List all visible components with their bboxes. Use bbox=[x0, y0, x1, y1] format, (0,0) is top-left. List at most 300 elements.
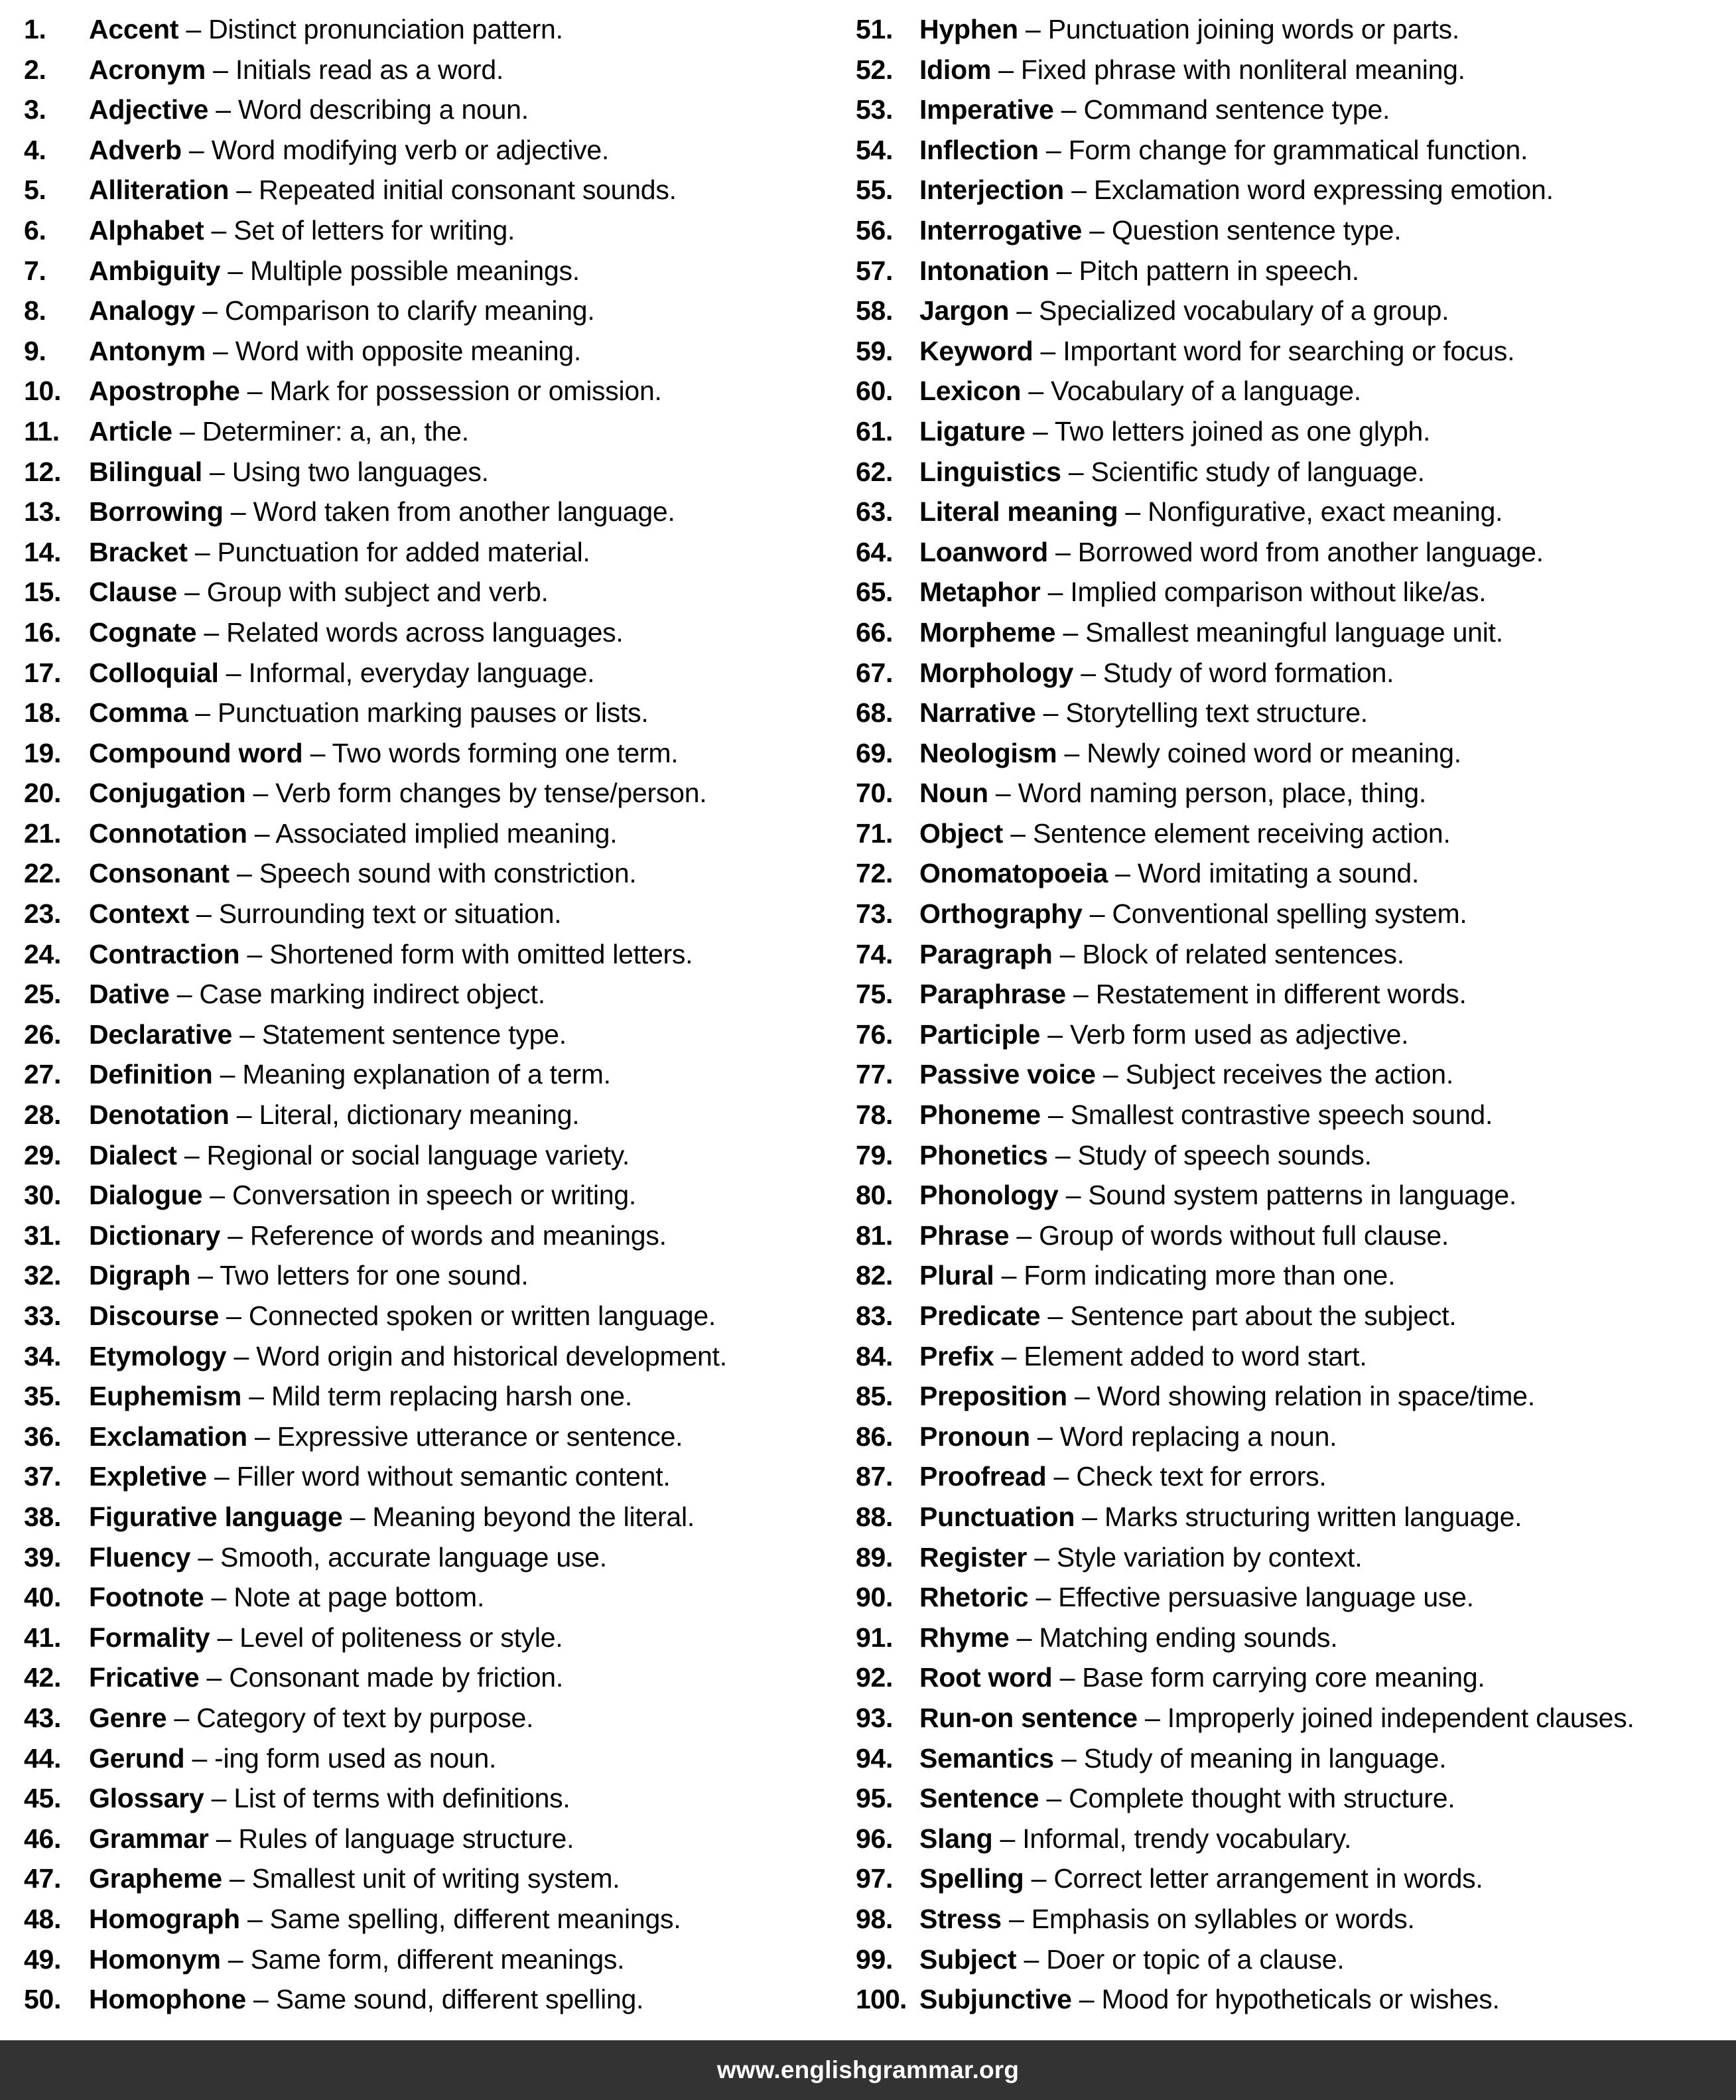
glossary-item-dash: – bbox=[205, 335, 235, 366]
glossary-item-definition: Two letters for one sound. bbox=[220, 1260, 529, 1291]
glossary-item-number: 78. bbox=[856, 1099, 894, 1131]
glossary-item-text bbox=[89, 1939, 624, 1980]
glossary-item-text bbox=[919, 532, 1544, 573]
glossary-item-dash: – bbox=[181, 134, 212, 165]
glossary-item bbox=[856, 1738, 1736, 1779]
glossary-item-term: Euphemism bbox=[89, 1381, 242, 1412]
glossary-item-term: Article bbox=[89, 415, 172, 447]
glossary-item-number: 71. bbox=[856, 817, 894, 849]
glossary-item-term: Discourse bbox=[89, 1300, 220, 1331]
glossary-item-dash: – bbox=[1001, 1903, 1032, 1934]
glossary-item-number: 80. bbox=[856, 1180, 894, 1211]
glossary-item-number: 10. bbox=[24, 376, 62, 407]
glossary-item-term: Interjection bbox=[919, 175, 1064, 206]
glossary-item-number: 34. bbox=[24, 1340, 62, 1371]
glossary-item-term: Digraph bbox=[89, 1260, 191, 1291]
glossary-item-number: 9. bbox=[24, 335, 46, 366]
glossary-item bbox=[24, 1657, 841, 1698]
glossary-item-dash: – bbox=[1055, 616, 1086, 648]
glossary-item bbox=[24, 130, 841, 171]
glossary-item-term: Paragraph bbox=[919, 938, 1053, 969]
glossary-item-definition: Storytelling text structure. bbox=[1065, 697, 1368, 729]
glossary-item-dash: – bbox=[208, 94, 238, 125]
glossary-item-number: 45. bbox=[24, 1783, 62, 1814]
glossary-item-dash: – bbox=[1021, 376, 1051, 407]
glossary-item-term: Borrowing bbox=[89, 496, 224, 527]
glossary-item-definition: Rules of language structure. bbox=[238, 1823, 574, 1854]
glossary-item-definition: Group of words without full clause. bbox=[1039, 1220, 1449, 1251]
glossary-item-dash: – bbox=[1009, 1622, 1039, 1653]
glossary-item-definition: Implied comparison without like/as. bbox=[1070, 577, 1487, 608]
glossary-item-number: 68. bbox=[856, 697, 894, 729]
glossary-item-text bbox=[89, 251, 580, 291]
glossary-item bbox=[24, 1819, 841, 1859]
glossary-item-number: 91. bbox=[856, 1622, 894, 1653]
glossary-item-definition: Nonfigurative, exact meaning. bbox=[1148, 496, 1503, 527]
glossary-item-text bbox=[919, 853, 1419, 894]
glossary-item bbox=[24, 1899, 841, 1939]
glossary-item bbox=[856, 1376, 1736, 1417]
glossary-item-definition: Base form carrying core meaning. bbox=[1082, 1662, 1485, 1693]
glossary-item-term: Formality bbox=[89, 1622, 210, 1653]
glossary-item bbox=[856, 1819, 1736, 1859]
glossary-item-definition: Surrounding text or situation. bbox=[218, 898, 562, 930]
glossary-item-dash: – bbox=[1057, 737, 1087, 768]
glossary-item-text bbox=[89, 1135, 630, 1176]
glossary-item-text bbox=[919, 693, 1368, 733]
glossary-item-dash: – bbox=[1040, 1099, 1071, 1131]
glossary-item bbox=[24, 1216, 841, 1256]
glossary-item-number: 67. bbox=[856, 657, 894, 688]
glossary-item-dash: – bbox=[178, 14, 209, 44]
glossary-item-term: Glossary bbox=[89, 1783, 204, 1814]
glossary-item-dash: – bbox=[239, 376, 270, 407]
glossary-item bbox=[24, 251, 841, 291]
glossary-item-definition: Literal, dictionary meaning. bbox=[259, 1099, 580, 1131]
glossary-item-dash: – bbox=[208, 1823, 239, 1854]
glossary-item-dash: – bbox=[1118, 496, 1148, 527]
glossary-item-dash: – bbox=[176, 577, 207, 608]
glossary-item-number: 69. bbox=[856, 737, 894, 768]
glossary-item bbox=[856, 1054, 1736, 1095]
glossary-item-text bbox=[919, 1738, 1446, 1779]
glossary-item-text bbox=[919, 1979, 1500, 2020]
glossary-item-definition: Connected spoken or written language. bbox=[248, 1300, 716, 1331]
glossary-item-dash: – bbox=[1047, 1139, 1078, 1170]
glossary-item-term: Rhyme bbox=[919, 1622, 1010, 1653]
glossary-item-text bbox=[919, 1296, 1457, 1336]
glossary-item-number: 24. bbox=[24, 938, 62, 969]
glossary-item bbox=[24, 1456, 841, 1497]
glossary-item-term: Dative bbox=[89, 979, 170, 1010]
glossary-item-number: 30. bbox=[24, 1180, 62, 1211]
glossary-item-term: Jargon bbox=[919, 295, 1010, 326]
glossary-item-definition: Correct letter arrangement in words. bbox=[1053, 1863, 1483, 1894]
glossary-item-dash: – bbox=[1040, 577, 1071, 608]
glossary-item-text bbox=[89, 1618, 563, 1658]
glossary-item bbox=[856, 1095, 1736, 1135]
glossary-item-dash: – bbox=[1033, 335, 1063, 366]
glossary-item bbox=[24, 1778, 841, 1819]
glossary-item-definition: Reference of words and meanings. bbox=[249, 1220, 667, 1251]
glossary-item-dash: – bbox=[247, 1421, 277, 1452]
glossary-item-number: 23. bbox=[24, 898, 62, 930]
glossary-item-number: 60. bbox=[856, 376, 894, 407]
glossary-item-term: Bilingual bbox=[89, 456, 202, 487]
glossary-item-number: 42. bbox=[24, 1662, 62, 1693]
glossary-item-number: 73. bbox=[856, 898, 894, 930]
glossary-item-text bbox=[89, 291, 594, 331]
glossary-item-definition: Complete thought with structure. bbox=[1069, 1783, 1455, 1814]
glossary-item-number: 88. bbox=[856, 1501, 894, 1532]
glossary-item-definition: Initials read as a word. bbox=[235, 54, 504, 85]
glossary-item-number: 37. bbox=[24, 1461, 62, 1492]
glossary-item-number: 48. bbox=[24, 1903, 62, 1934]
glossary-item bbox=[856, 532, 1736, 573]
glossary-item-text bbox=[919, 1577, 1474, 1618]
glossary-item-text bbox=[919, 974, 1467, 1015]
glossary-item-dash: – bbox=[229, 858, 259, 889]
glossary-item-definition: Form indicating more than one. bbox=[1024, 1260, 1396, 1291]
glossary-item bbox=[24, 1738, 841, 1779]
glossary-item bbox=[856, 9, 1736, 50]
glossary-item-dash: – bbox=[1108, 858, 1138, 889]
glossary-item-number: 82. bbox=[856, 1260, 894, 1291]
glossary-item-text bbox=[919, 210, 1401, 251]
glossary-item-definition: Verb form changes by tense/person. bbox=[275, 778, 707, 809]
glossary-item-dash: – bbox=[1071, 1984, 1102, 2015]
glossary-item-text bbox=[919, 291, 1449, 331]
glossary-item bbox=[24, 1577, 841, 1618]
glossary-item bbox=[856, 1577, 1736, 1618]
glossary-item-number: 27. bbox=[24, 1059, 62, 1090]
glossary-item-text bbox=[919, 1618, 1337, 1658]
glossary-item-dash: – bbox=[1003, 817, 1033, 849]
glossary-item-number: 77. bbox=[856, 1059, 894, 1090]
glossary-item-definition: Newly coined word or meaning. bbox=[1087, 737, 1461, 768]
glossary-item-text bbox=[89, 50, 503, 90]
glossary-item-text bbox=[89, 1537, 607, 1578]
glossary-item-definition: Two letters joined as one glyph. bbox=[1054, 415, 1431, 447]
glossary-item-number: 49. bbox=[24, 1943, 62, 1975]
glossary-item bbox=[856, 612, 1736, 653]
glossary-item-term: Paraphrase bbox=[919, 979, 1066, 1010]
glossary-item-definition: Word replacing a noun. bbox=[1059, 1421, 1337, 1452]
glossary-item-number: 12. bbox=[24, 456, 62, 487]
glossary-item-dash: – bbox=[1052, 938, 1083, 969]
glossary-item-definition: Matching ending sounds. bbox=[1039, 1622, 1338, 1653]
glossary-item-text bbox=[89, 9, 563, 50]
glossary-item-term: Stress bbox=[919, 1903, 1002, 1934]
glossary-item-text bbox=[919, 1336, 1367, 1377]
glossary-item bbox=[856, 1417, 1736, 1457]
glossary-item-text bbox=[919, 411, 1430, 452]
glossary-item-dash: – bbox=[1053, 94, 1084, 125]
glossary-item-number: 54. bbox=[856, 134, 894, 165]
glossary-item-definition: Punctuation marking pauses or lists. bbox=[217, 697, 649, 729]
glossary-item-term: Phonetics bbox=[919, 1139, 1048, 1170]
glossary-item bbox=[24, 291, 841, 331]
glossary-item-text bbox=[919, 251, 1359, 291]
glossary-item-definition: Same form, different meanings. bbox=[250, 1943, 625, 1975]
glossary-item-definition: Mood for hypotheticals or wishes. bbox=[1101, 1984, 1500, 2015]
glossary-item-term: Clause bbox=[89, 577, 177, 608]
glossary-item-dash: – bbox=[1040, 1018, 1070, 1050]
glossary-item-term: Linguistics bbox=[919, 456, 1061, 487]
glossary-item-definition: List of terms with definitions. bbox=[234, 1783, 570, 1814]
glossary-item bbox=[856, 210, 1736, 251]
glossary-item-term: Bracket bbox=[89, 536, 188, 567]
glossary-item-term: Conjugation bbox=[89, 778, 246, 809]
glossary-item-definition: Punctuation joining words or parts. bbox=[1047, 14, 1459, 44]
glossary-item-term: Root word bbox=[919, 1662, 1053, 1693]
glossary-item-term: Compound word bbox=[89, 737, 303, 768]
glossary-item-term: Onomatopoeia bbox=[919, 858, 1108, 889]
glossary-item-number: 46. bbox=[24, 1823, 62, 1854]
glossary-item-text bbox=[89, 934, 693, 975]
glossary-item-definition: Sentence part about the subject. bbox=[1070, 1300, 1457, 1331]
glossary-item-number: 32. bbox=[24, 1260, 62, 1291]
glossary-item-text bbox=[89, 693, 649, 733]
glossary-item-number: 21. bbox=[24, 817, 62, 849]
glossary-item-dash: – bbox=[992, 1823, 1023, 1854]
glossary-item bbox=[24, 612, 841, 653]
glossary-item-text bbox=[919, 813, 1451, 854]
glossary-item-term: Exclamation bbox=[89, 1421, 247, 1452]
glossary-item-text bbox=[89, 170, 677, 210]
glossary-item-term: Slang bbox=[919, 1823, 993, 1854]
glossary-item-term: Inflection bbox=[919, 134, 1039, 165]
glossary-item-number: 18. bbox=[24, 697, 62, 729]
glossary-item-term: Alphabet bbox=[89, 214, 204, 245]
glossary-item-dash: – bbox=[206, 1461, 237, 1492]
glossary-item-number: 79. bbox=[856, 1139, 894, 1170]
glossary-item-number: 62. bbox=[856, 456, 894, 487]
glossary-item bbox=[24, 1979, 841, 2020]
glossary-column-right bbox=[841, 9, 1736, 2020]
glossary-item-definition: Determiner: a, an, the. bbox=[202, 415, 469, 447]
glossary-item-number: 85. bbox=[856, 1381, 894, 1412]
glossary-item bbox=[856, 1497, 1736, 1537]
glossary-item-term: Analogy bbox=[89, 295, 195, 326]
glossary-item-text bbox=[919, 1417, 1337, 1457]
glossary-item-definition: Distinct pronunciation pattern. bbox=[208, 14, 563, 44]
glossary-item-dash: – bbox=[241, 1381, 271, 1412]
glossary-item-number: 76. bbox=[856, 1018, 894, 1050]
glossary-item-dash: – bbox=[202, 456, 232, 487]
glossary-item-term: Expletive bbox=[89, 1461, 207, 1492]
glossary-item bbox=[24, 1497, 841, 1537]
glossary-item bbox=[24, 492, 841, 532]
glossary-item-dash: – bbox=[342, 1501, 373, 1532]
glossary-item-definition: Specialized vocabulary of a group. bbox=[1039, 295, 1449, 326]
glossary-item-definition: Scientific study of language. bbox=[1091, 456, 1425, 487]
glossary-item-dash: – bbox=[1075, 1501, 1104, 1532]
glossary-item-number: 47. bbox=[24, 1863, 62, 1894]
glossary-item-dash: – bbox=[232, 1018, 262, 1050]
glossary-item bbox=[24, 1698, 841, 1738]
glossary-item-term: Subject bbox=[919, 1943, 1017, 1975]
glossary-item-term: Antonym bbox=[89, 335, 206, 366]
glossary-item-dash: – bbox=[204, 1783, 234, 1814]
glossary-item-number: 35. bbox=[24, 1381, 62, 1412]
glossary-item-dash: – bbox=[188, 697, 218, 729]
glossary-item-dash: – bbox=[1039, 1783, 1069, 1814]
glossary-item bbox=[856, 813, 1736, 854]
glossary-item-text bbox=[89, 532, 590, 573]
glossary-item bbox=[24, 1336, 841, 1377]
glossary-item-term: Participle bbox=[919, 1018, 1041, 1050]
glossary-item-text bbox=[89, 1497, 695, 1537]
glossary-item-definition: Group with subject and verb. bbox=[206, 577, 549, 608]
glossary-item-term: Morpheme bbox=[919, 616, 1056, 648]
glossary-item-dash: – bbox=[988, 778, 1018, 809]
glossary-item bbox=[24, 1015, 841, 1055]
glossary-item-number: 99. bbox=[856, 1943, 894, 1975]
glossary-item bbox=[856, 974, 1736, 1015]
glossary-item bbox=[24, 371, 841, 411]
glossary-item-term: Homonym bbox=[89, 1943, 221, 1975]
glossary-item-number: 90. bbox=[856, 1582, 894, 1613]
glossary-item-number: 98. bbox=[856, 1903, 894, 1934]
glossary-item-definition: Verb form used as adjective. bbox=[1069, 1018, 1409, 1050]
glossary-item-dash: – bbox=[1009, 1220, 1039, 1251]
glossary-item-definition: Vocabulary of a language. bbox=[1051, 376, 1361, 407]
glossary-item-text bbox=[89, 1376, 632, 1417]
glossary-item bbox=[24, 934, 841, 975]
glossary-item-dash: – bbox=[188, 898, 219, 930]
glossary-item bbox=[856, 50, 1736, 90]
glossary-item bbox=[856, 130, 1736, 171]
glossary-item-term: Grammar bbox=[89, 1823, 209, 1854]
glossary-item-dash: – bbox=[212, 1059, 243, 1090]
glossary-item bbox=[24, 813, 841, 854]
glossary-item-text bbox=[89, 1738, 496, 1779]
glossary-item-text bbox=[89, 1778, 570, 1819]
glossary-item-text bbox=[919, 733, 1461, 774]
glossary-item-term: Fricative bbox=[89, 1662, 200, 1693]
glossary-item-dash: – bbox=[239, 938, 270, 969]
glossary-item-definition: Filler word without semantic content. bbox=[236, 1461, 671, 1492]
glossary-item-dash: – bbox=[1030, 1421, 1060, 1452]
glossary-item-definition: Word modifying verb or adjective. bbox=[211, 134, 610, 165]
glossary-item bbox=[856, 1618, 1736, 1658]
glossary-item-definition: Restatement in different words. bbox=[1095, 979, 1467, 1010]
glossary-item-term: Declarative bbox=[89, 1018, 233, 1050]
glossary-item-dash: – bbox=[1018, 14, 1048, 44]
footer-website-url[interactable]: www.englishgrammar.org bbox=[716, 2056, 1020, 2083]
glossary-item-dash: – bbox=[223, 496, 253, 527]
glossary-item-text bbox=[919, 1376, 1535, 1417]
glossary-item-term: Plural bbox=[919, 1260, 994, 1291]
glossary-item-definition: Repeated initial consonant sounds. bbox=[258, 175, 677, 206]
glossary-item-dash: – bbox=[994, 1340, 1024, 1371]
glossary-item bbox=[856, 1698, 1736, 1738]
glossary-item-term: Footnote bbox=[89, 1582, 204, 1613]
glossary-item-number: 19. bbox=[24, 737, 62, 768]
glossary-item-dash: – bbox=[1063, 175, 1094, 206]
glossary-item bbox=[856, 1135, 1736, 1176]
glossary-item-definition: Consonant made by friction. bbox=[229, 1662, 563, 1693]
glossary-item-text bbox=[89, 331, 581, 372]
glossary-item-text bbox=[89, 733, 678, 774]
glossary-item-term: Rhetoric bbox=[919, 1582, 1029, 1613]
glossary-item-dash: – bbox=[245, 1984, 276, 2015]
glossary-item-term: Predicate bbox=[919, 1300, 1041, 1331]
glossary-item bbox=[856, 894, 1736, 934]
glossary-item-definition: Informal, everyday language. bbox=[248, 657, 595, 688]
glossary-item bbox=[24, 452, 841, 492]
glossary-item-text bbox=[89, 1698, 533, 1738]
glossary-item bbox=[24, 50, 841, 90]
glossary-item-term: Apostrophe bbox=[89, 376, 240, 407]
glossary-item-number: 57. bbox=[856, 255, 894, 286]
glossary-item-definition: Multiple possible meanings. bbox=[250, 255, 580, 286]
glossary-item-definition: Sentence element receiving action. bbox=[1032, 817, 1451, 849]
glossary-item bbox=[856, 733, 1736, 774]
glossary-item-definition: Fixed phrase with nonliteral meaning. bbox=[1020, 54, 1465, 85]
glossary-item-number: 59. bbox=[856, 335, 894, 366]
glossary-item-number: 14. bbox=[24, 536, 62, 567]
glossary-item-term: Pronoun bbox=[919, 1421, 1030, 1452]
glossary-item bbox=[856, 1537, 1736, 1578]
glossary-item-term: Consonant bbox=[89, 858, 230, 889]
glossary-item-text bbox=[89, 1054, 611, 1095]
glossary-item-term: Noun bbox=[919, 778, 988, 809]
glossary-item-text bbox=[89, 773, 706, 813]
glossary-item-term: Orthography bbox=[919, 898, 1083, 930]
glossary-item-definition: Element added to word start. bbox=[1024, 1340, 1367, 1371]
footer-bar bbox=[0, 2040, 1736, 2100]
glossary-item-number: 5. bbox=[24, 175, 46, 206]
glossary-item-number: 22. bbox=[24, 858, 62, 889]
glossary-item bbox=[856, 251, 1736, 291]
glossary-item-dash: – bbox=[184, 1742, 215, 1774]
glossary-item-number: 44. bbox=[24, 1742, 62, 1774]
glossary-item-dash: – bbox=[210, 1622, 240, 1653]
glossary-item-definition: Emphasis on syllables or words. bbox=[1031, 1903, 1415, 1934]
glossary-item-definition: Word imitating a sound. bbox=[1137, 858, 1420, 889]
glossary-item bbox=[24, 572, 841, 612]
glossary-item-dash: – bbox=[1038, 134, 1069, 165]
glossary-item-text bbox=[89, 1255, 529, 1296]
glossary-item-text bbox=[919, 1858, 1483, 1899]
glossary-item bbox=[856, 653, 1736, 693]
glossary-item-definition: Two words forming one term. bbox=[332, 737, 679, 768]
glossary-item-text bbox=[89, 1095, 579, 1135]
glossary-item-term: Passive voice bbox=[919, 1059, 1096, 1090]
glossary-item-dash: – bbox=[220, 1943, 251, 1975]
glossary-item bbox=[856, 773, 1736, 813]
glossary-item-definition: Statement sentence type. bbox=[261, 1018, 567, 1050]
glossary-item-text bbox=[919, 894, 1467, 934]
glossary-item-number: 3. bbox=[24, 94, 46, 125]
glossary-item-definition: Study of meaning in language. bbox=[1083, 1742, 1447, 1774]
glossary-item-text bbox=[89, 894, 561, 934]
glossary-item-text bbox=[919, 1255, 1395, 1296]
glossary-item-text bbox=[89, 90, 529, 130]
glossary-item bbox=[856, 371, 1736, 411]
glossary-item-number: 92. bbox=[856, 1662, 894, 1693]
glossary-item-number: 75. bbox=[856, 979, 894, 1010]
glossary-item-definition: Case marking indirect object. bbox=[199, 979, 545, 1010]
glossary-item bbox=[856, 1015, 1736, 1055]
glossary-item-dash: – bbox=[1137, 1702, 1168, 1733]
glossary-item-definition: Comparison to clarify meaning. bbox=[224, 295, 595, 326]
glossary-item bbox=[856, 693, 1736, 733]
glossary-item-number: 72. bbox=[856, 858, 894, 889]
glossary-item-number: 83. bbox=[856, 1300, 894, 1331]
